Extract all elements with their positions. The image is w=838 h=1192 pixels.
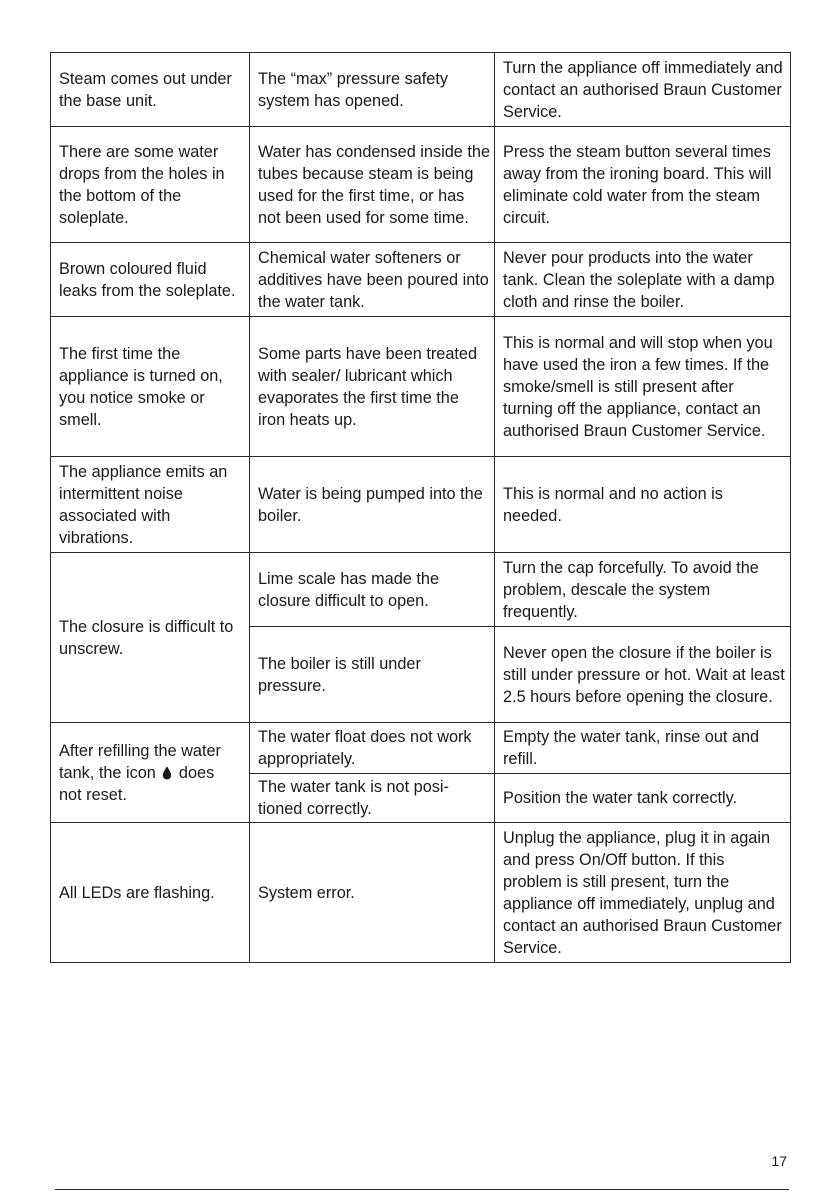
- table-row: [51, 317, 791, 457]
- table-row: [51, 127, 791, 243]
- remedy-cell: Position the water tank correctly.: [495, 774, 791, 823]
- problem-cell: The appliance emits an intermittent noise associated with vibrations.: [51, 457, 250, 553]
- table-row: [51, 723, 791, 774]
- cause-cell: The boiler is still under pressure.: [250, 627, 495, 723]
- problem-text-after-icon: does not reset.: [59, 763, 215, 804]
- cause-cell: Chemical water softeners or additives have been poured into the water tank.: [250, 243, 495, 317]
- water-drop-icon: [162, 766, 172, 780]
- table-row: [51, 553, 791, 627]
- problem-cell: The closure is difficult to unscrew.: [51, 553, 250, 723]
- remedy-cell: Turn the appliance off immediately and contact an authorised Braun Customer Service.: [495, 53, 791, 127]
- remedy-cell: This is normal and no action is needed.: [495, 457, 791, 553]
- problem-cell: There are some water drops from the holes in the bottom of the soleplate.: [51, 127, 250, 243]
- cause-cell: The water float does not work appropriately.: [250, 723, 495, 774]
- table-row: [51, 243, 791, 317]
- footer-divider: [55, 1189, 789, 1190]
- cause-cell: Water is being pumped into the boiler.: [250, 457, 495, 553]
- remedy-cell: Never pour products into the water tank. Clean the soleplate with a damp cloth and rinse the boiler.: [495, 243, 791, 317]
- table-row: [51, 823, 791, 963]
- cause-cell: Lime scale has made the closure difficult to open.: [250, 553, 495, 627]
- remedy-cell: Press the steam button several times away from the ironing board. This will eliminate cold water from the steam circuit.: [495, 127, 791, 243]
- problem-cell: [51, 723, 250, 823]
- table-row: [51, 457, 791, 553]
- problem-cell: Steam comes out under the base unit.: [51, 53, 250, 127]
- cause-cell: Water has condensed inside the tubes because steam is being used for the first time, or has not been used for some time.: [250, 127, 495, 243]
- remedy-cell: Turn the cap forcefully. To avoid the problem, descale the system frequently.: [495, 553, 791, 627]
- troubleshooting-table: [50, 52, 791, 963]
- problem-cell: Brown coloured fluid leaks from the soleplate.: [51, 243, 250, 317]
- remedy-cell: Unplug the appliance, plug it in again and press On/Off button. If this problem is still present, turn the appliance off immediately, unplug and contact an authorised Braun Customer Service.: [495, 823, 791, 963]
- problem-text-before-icon: After refilling the water tank, the icon: [59, 741, 221, 782]
- problem-cell: The first time the appliance is turned on, you notice smoke or smell.: [51, 317, 250, 457]
- problem-cell: All LEDs are flashing.: [51, 823, 250, 963]
- table-row: [51, 53, 791, 127]
- page-number: 17: [771, 1153, 787, 1169]
- cause-cell: The water tank is not posi-tioned correctly.: [250, 774, 495, 823]
- remedy-cell: This is normal and will stop when you have used the iron a few times. If the smoke/smell is still present after turning off the appliance, contact an authorised Braun Customer Service.: [495, 317, 791, 457]
- cause-cell: The “max” pressure safety system has opened.: [250, 53, 495, 127]
- remedy-cell: Never open the closure if the boiler is still under pressure or hot. Wait at least 2.5 hours before opening the closure.: [495, 627, 791, 723]
- remedy-cell: Empty the water tank, rinse out and refill.: [495, 723, 791, 774]
- cause-cell: Some parts have been treated with sealer/ lubricant which evaporates the first time the iron heats up.: [250, 317, 495, 457]
- cause-cell: System error.: [250, 823, 495, 963]
